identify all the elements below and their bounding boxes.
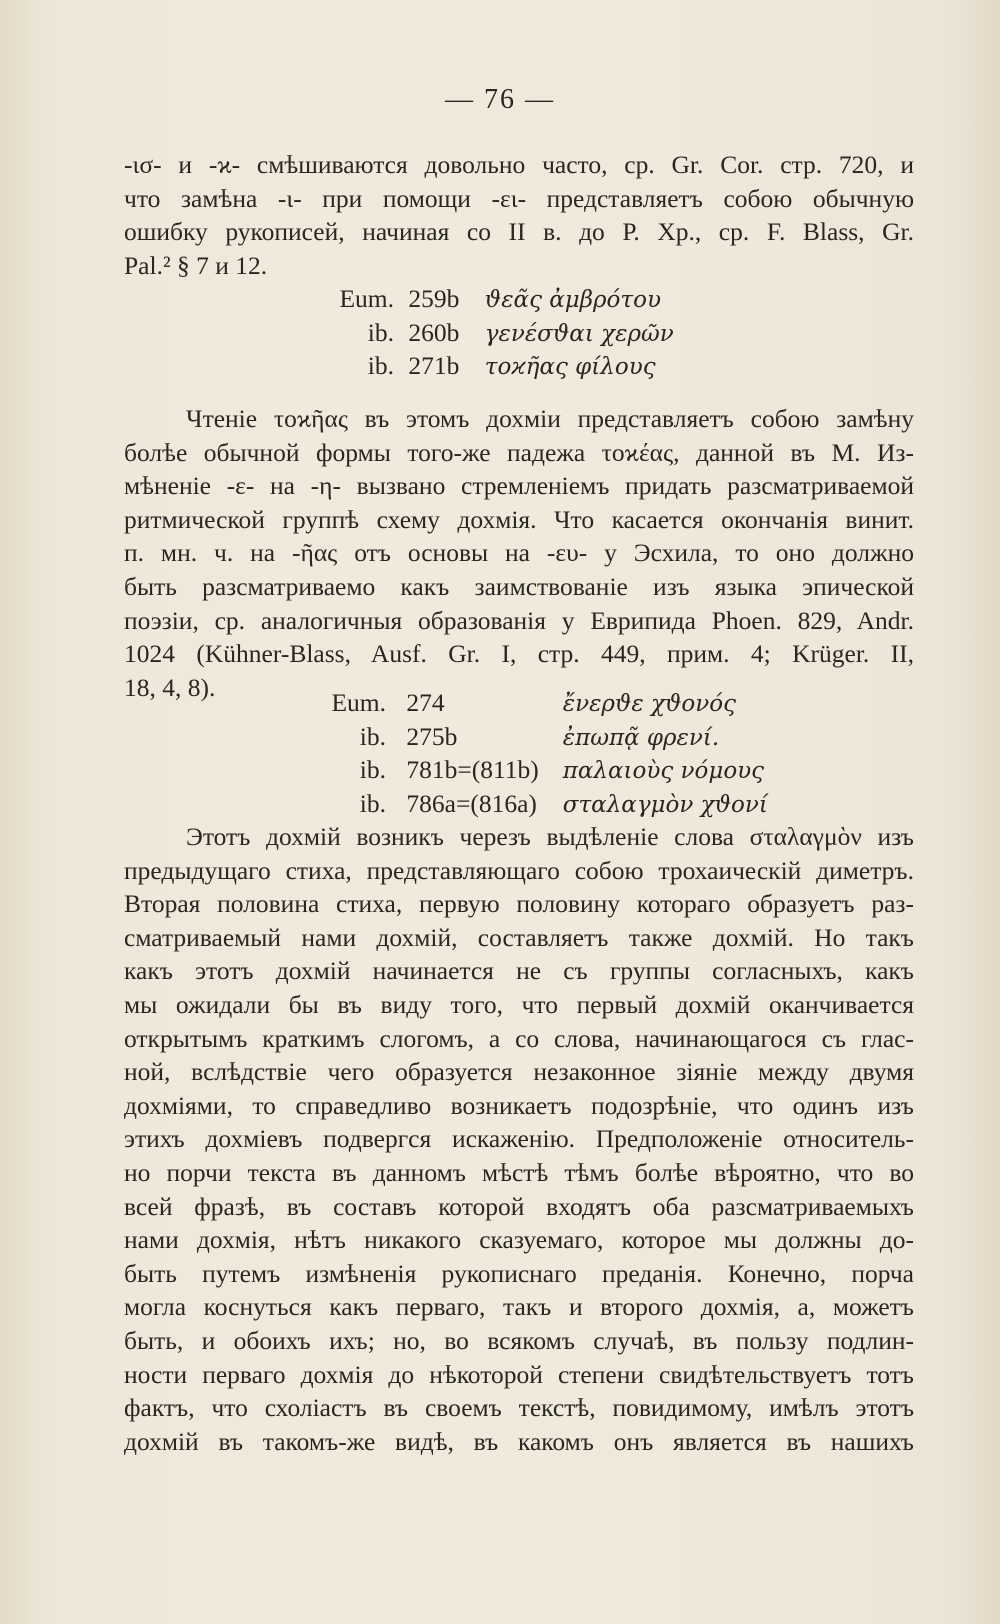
citation-row xyxy=(320,282,674,316)
text-line: быть путемъ измѣненія рукописнаго преданія. Конечно, порча xyxy=(124,1258,914,1288)
citation-list-1 xyxy=(320,282,674,383)
text-line: Вторая половина стиха, первую половину котораго образуетъ раз- xyxy=(124,889,914,919)
text-line: открытымъ краткимъ слогомъ, а со слова, начинающагося съ глас- xyxy=(124,1023,914,1053)
citation-greek: γενέσϑαι χερῶν xyxy=(484,320,674,347)
text-line: Pal.² § 7 и 12. xyxy=(124,250,268,280)
text-line: поэзіи, ср. аналогичныя образованія у Еврипида Phoen. 829, Andr. xyxy=(124,605,914,635)
text-line: ритмической группѣ схему дохмія. Что касается окончанія винит. xyxy=(124,504,914,534)
text-line: дохмій въ такомъ-же видѣ, въ какомъ онъ является въ нашихъ xyxy=(124,1426,914,1456)
citation-source: ib. xyxy=(367,317,394,347)
text-line: п. мн. ч. на -ῆας отъ основы на -ευ- у Эсхила, то оно должно xyxy=(124,538,914,568)
page-number: — 76 — xyxy=(445,84,555,115)
text-line: ной, вслѣдствіе чего образуется незаконное зіяніе между двумя xyxy=(124,1057,914,1087)
text-line: ности перваго дохмія до нѣкоторой степени свидѣтельствуетъ тотъ xyxy=(124,1359,914,1389)
citation-greek: τοϰῆας φίλους xyxy=(484,354,656,381)
text-line: но порчи текста въ данномъ мѣстѣ тѣмъ болѣе вѣроятно, что во xyxy=(124,1157,914,1187)
text-line: Чтеніе τοϰῆας въ этомъ дохміи представляетъ собою замѣну xyxy=(186,404,914,433)
citation-row xyxy=(320,316,674,350)
citation-row xyxy=(320,349,674,383)
citation-source: ib. xyxy=(359,721,386,751)
text-line: сматриваемый нами дохмій, составляетъ также дохмій. Но такъ xyxy=(124,922,914,952)
citation-line-number: 786a=(816a) xyxy=(406,788,537,818)
text-line: Этотъ дохмій возникъ черезъ выдѣленіе слова σταλαγμὸν изъ xyxy=(186,822,914,851)
citation-row xyxy=(320,787,768,821)
citation-source: ib. xyxy=(359,755,386,785)
paragraph-stalagmon xyxy=(124,820,914,1458)
text-line: какъ этотъ дохмій начинается не съ группы согласныхъ, какъ xyxy=(124,956,914,986)
text-line: болѣе обычной формы того-же падежа τοϰέας, данной въ М. Из- xyxy=(124,437,914,467)
text-line: быть разсматриваемо какъ заимствованіе изъ языка эпической xyxy=(124,571,914,601)
citation-row xyxy=(320,720,768,754)
citation-row xyxy=(320,753,768,787)
text-line: быть, и обоихъ ихъ; но, во всякомъ случаѣ, въ пользу подлин- xyxy=(124,1325,914,1355)
text-line: мы ожидали бы въ виду того, что первый дохмій оканчивается xyxy=(124,989,914,1019)
text-line: дохміями, то справедливо возникаетъ подозрѣніе, что одинъ изъ xyxy=(124,1090,914,1120)
citation-line-number: 259b xyxy=(408,284,460,313)
citation-greek: ἔνερϑε χϑονός xyxy=(562,691,736,717)
paragraph-tokeas xyxy=(124,402,914,704)
text-line: могла коснуться какъ перваго, такъ и второго дохмія, а, можетъ xyxy=(124,1292,914,1322)
text-line: этихъ дохміевъ подвергся искаженію. Предположеніе относитель- xyxy=(124,1124,914,1154)
text-line: нами дохмія, нѣтъ никакого сказуемаго, которое мы должны до- xyxy=(124,1225,914,1255)
citation-source: ib. xyxy=(359,788,386,818)
paragraph-continuation xyxy=(124,148,914,282)
text-line: предыдущаго стиха, представляющаго собою трохаическій диметръ. xyxy=(124,855,914,885)
text-line: мѣненіе -ε- на -η- вызвано стремленіемъ придать разсматриваемой xyxy=(124,471,914,501)
text-line: что замѣна -ι- при помощи -ει- представляетъ собою обычную xyxy=(124,183,914,213)
text-line: 18, 4, 8). xyxy=(124,672,216,702)
citation-greek: ϑεᾶς ἀμβρότου xyxy=(484,287,661,313)
text-line: 1024 (Kühner-Blass, Ausf. Gr. I, стр. 449, прим. 4; Krüger. II, xyxy=(124,639,914,669)
citation-greek: σταλαγμὸν χϑονί xyxy=(562,791,768,818)
text-line: -ισ- и -ϰ- смѣшиваются довольно часто, ср. Gr. Cor. стр. 720, и xyxy=(124,150,914,179)
citation-greek: ἐπωπᾷ φρενί. xyxy=(562,724,720,751)
text-line: фактъ, что схоліастъ въ своемъ текстѣ, повидимому, имѣлъ этотъ xyxy=(124,1393,914,1423)
citation-line-number: 274 xyxy=(406,688,445,717)
text-line: всей фразѣ, въ составъ которой входятъ оба разсматриваемыхъ xyxy=(124,1191,914,1221)
text-line: ошибку рукописей, начиная со II в. до Р. Хр., ср. F. Blass, Gr. xyxy=(124,217,914,247)
citation-source: Eum. xyxy=(331,688,386,717)
citation-line-number: 275b xyxy=(406,721,458,751)
citation-source: Eum. xyxy=(339,284,394,313)
citation-line-number: 260b xyxy=(408,317,460,347)
citation-line-number: 781b=(811b) xyxy=(406,755,539,785)
citation-source: ib. xyxy=(367,351,394,381)
citation-line-number: 271b xyxy=(408,351,460,381)
citation-list-2 xyxy=(320,686,768,820)
citation-row xyxy=(320,686,768,720)
citation-greek: παλαιοὺς νόμους xyxy=(562,758,765,785)
